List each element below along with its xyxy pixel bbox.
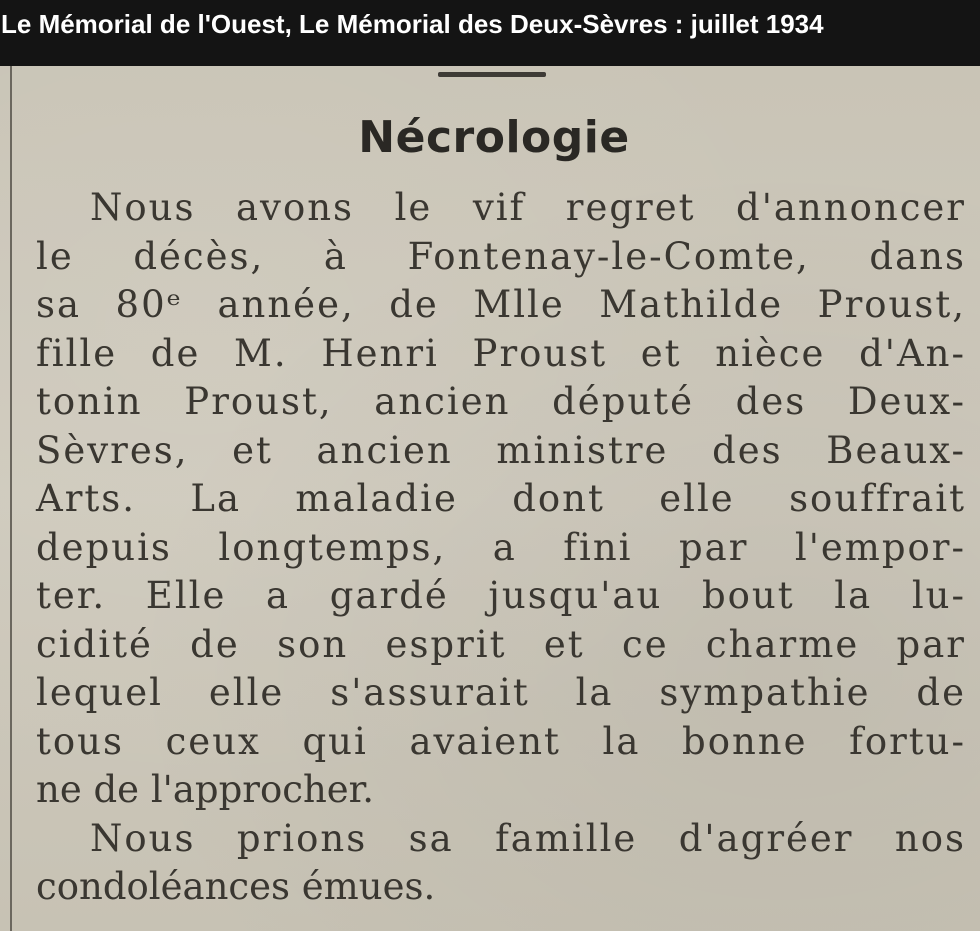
- article-body: [36, 184, 966, 912]
- section-divider: [438, 72, 546, 77]
- window-title: Le Mémorial de l'Ouest, Le Mémorial des Deux-Sèvres : juillet 1934: [0, 0, 980, 66]
- article-line: sa 80ᵉ année, de Mlle Mathilde Proust,: [36, 283, 966, 326]
- article-line: tous ceux qui avaient la bonne fortu-: [36, 719, 966, 763]
- article-line: Arts. La maladie dont elle souffrait: [36, 477, 966, 520]
- article-line: Sèvres, et ancien ministre des Beaux-: [36, 428, 966, 472]
- article-line: ter. Elle a gardé jusqu'au bout la lu-: [36, 574, 966, 617]
- article-line: le décès, à Fontenay-le-Comte, dans: [36, 234, 966, 278]
- article-line: cidité de son esprit et ce charme par: [36, 622, 966, 666]
- article-heading: Nécrologie: [358, 112, 630, 163]
- article-line: fille de M. Henri Proust et nièce d'An-: [36, 331, 966, 375]
- article-line: Nous avons le vif regret d'annoncer: [90, 186, 966, 229]
- article-line: lequel elle s'assurait la sympathie de: [36, 671, 966, 714]
- newspaper-clipping: [0, 66, 980, 931]
- article-line: ne de l'approcher.: [36, 768, 375, 811]
- column-rule: [10, 66, 12, 931]
- article-line: tonin Proust, ancien député des Deux-: [36, 380, 966, 423]
- article-line: condoléances émues.: [36, 865, 436, 908]
- article-line: depuis longtemps, a fini par l'empor-: [36, 525, 966, 569]
- article-line: Nous prions sa famille d'agréer nos: [90, 816, 966, 860]
